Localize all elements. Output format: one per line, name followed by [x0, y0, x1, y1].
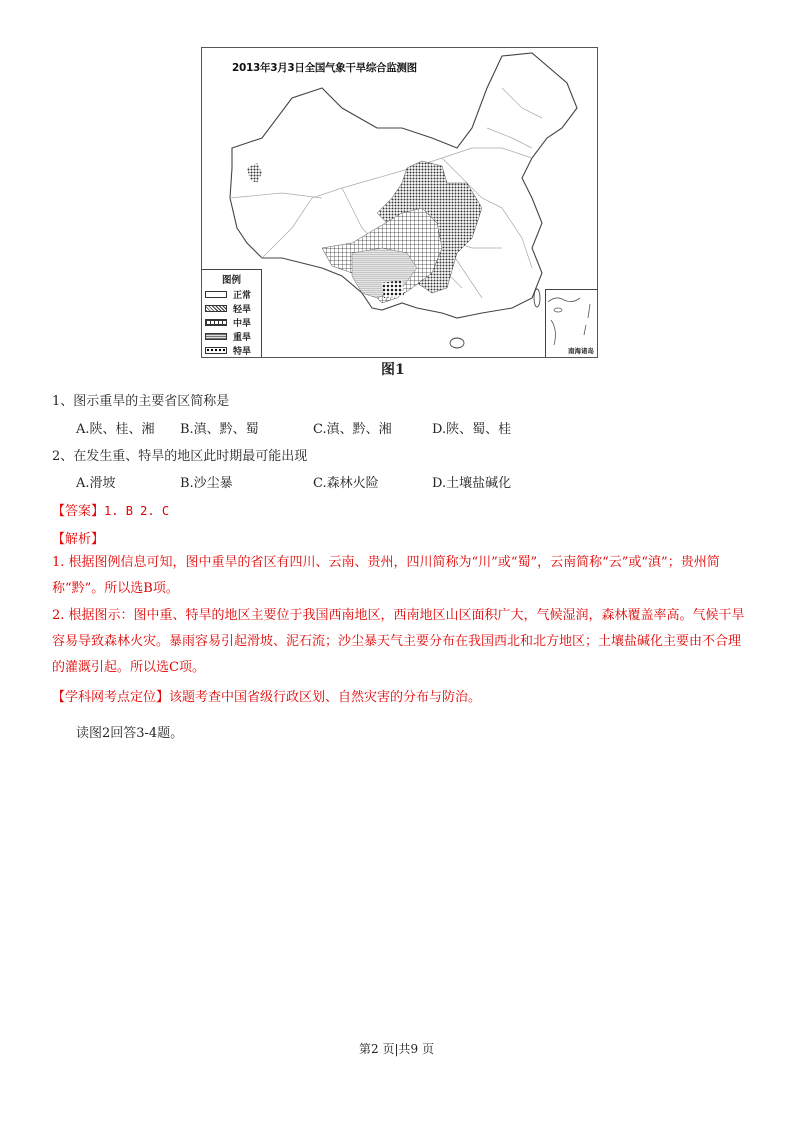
question-1-option-a: A.陕、桂、湘: [76, 422, 155, 437]
answer-text: 1. B 2. C: [104, 504, 170, 518]
question-1-option-d: D.陕、蜀、桂: [432, 422, 512, 437]
legend-label: 轻旱: [233, 304, 252, 315]
legend-label: 特旱: [233, 346, 252, 357]
next-instruction: 读图2回答3-4题。: [76, 726, 184, 741]
legend-item-heavy: [205, 329, 258, 343]
analysis-paragraph-3: 【学科网考点定位】该题考查中国省级行政区划、自然灾害的分布与防治。: [52, 690, 482, 705]
map-title: 2013年3月3日全国气象干旱综合监测图: [232, 62, 417, 74]
question-1-option-b: B.滇、黔、蜀: [180, 422, 259, 437]
map-legend: [202, 269, 262, 357]
page-footer: 第2 页|共9 页: [359, 1042, 434, 1056]
question-2-option-c: C.森林火险: [313, 476, 379, 491]
question-2-option-a: A.滑坡: [76, 476, 116, 491]
legend-label: 重旱: [233, 332, 252, 343]
analysis-paragraph-1: 1. 根据图例信息可知，图中重旱的省区有四川、云南、贵州，四川简称为“川”或“蜀”，云南简称“云”或“滇”；贵州简称“黔”。所以选B项。: [52, 555, 720, 596]
hainan-island: [450, 338, 464, 348]
taiwan-island: [534, 289, 540, 307]
figure-caption: 图1: [381, 362, 405, 378]
legend-item-extreme: [205, 343, 258, 357]
extreme-drought-area: [382, 280, 404, 298]
analysis-paragraph-2: 2. 根据图示：图中重、特旱的地区主要位于我国西南地区，西南地区山区面积广大，气候湿润，森林覆盖率高。气候干旱容易导致森林火灾。暴雨容易引起滑坡、泥石流；沙尘暴天气主要分布在我国西北和北方地区；土壤盐碱化主要由不合理的灌溉引起。所以选C项。: [52, 608, 745, 675]
legend-label: 中旱: [233, 318, 252, 329]
question-1-option-c: C.滇、黔、湘: [313, 422, 392, 437]
answer-label: 【答案】: [52, 504, 105, 519]
light-drought-swatch-icon: [205, 305, 227, 312]
answer-line: [52, 500, 169, 519]
heavy-drought-swatch-icon: [205, 333, 227, 340]
question-1-stem: 1、图示重旱的主要省区简称是: [52, 394, 230, 409]
legend-item-normal: [205, 287, 258, 301]
south-china-sea-inset: [545, 289, 597, 357]
question-2-option-b: B.沙尘暴: [180, 476, 233, 491]
drought-map-figure: [201, 47, 598, 358]
legend-item-mid: [205, 315, 258, 329]
analysis-label: 【解析】: [52, 532, 105, 547]
extreme-drought-swatch-icon: [205, 347, 227, 354]
question-2-option-d: D.土壤盐碱化: [432, 476, 512, 491]
legend-item-light: [205, 301, 258, 315]
normal-swatch-icon: [205, 291, 227, 298]
question-2-stem: 2、在发生重、特旱的地区此时期最可能出现: [52, 449, 308, 464]
mid-drought-swatch-icon: [205, 319, 227, 326]
legend-label: 正常: [233, 290, 252, 301]
inset-label: 南海诸岛: [568, 347, 594, 355]
legend-title: 图例: [221, 275, 241, 286]
